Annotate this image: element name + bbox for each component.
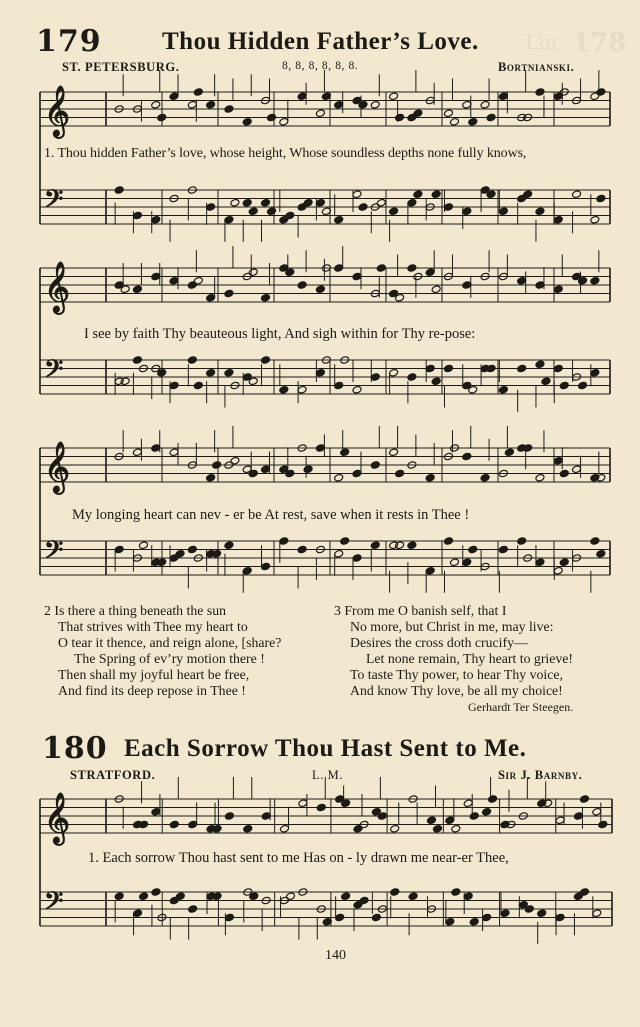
- verse-line: O tear it thence, and reign alone, [share?: [58, 635, 282, 650]
- note-head: [175, 892, 185, 901]
- note-head: [352, 190, 362, 199]
- note-head: [151, 100, 161, 109]
- note-head: [444, 364, 454, 373]
- note-head: [248, 268, 258, 277]
- note-head: [114, 281, 124, 290]
- note-head: [498, 92, 508, 101]
- note-head: [114, 892, 124, 901]
- note-head: [334, 473, 344, 482]
- note-head: [242, 198, 252, 207]
- note-head: [517, 276, 527, 285]
- note-head: [279, 385, 289, 394]
- note-head: [315, 368, 325, 377]
- note-head: [433, 824, 443, 833]
- note-head: [389, 368, 399, 377]
- hymn-179-title: Thou Hidden Father’s Love.: [162, 28, 479, 55]
- note-head: [413, 109, 423, 118]
- treble-clef-icon: 𝄞: [44, 85, 71, 137]
- note-head: [157, 113, 167, 122]
- note-head: [206, 473, 216, 482]
- note-head: [261, 562, 271, 571]
- note-head: [151, 444, 161, 453]
- note-head: [248, 469, 258, 478]
- note-head: [468, 117, 478, 126]
- note-head: [413, 190, 423, 199]
- verse-line: To taste Thy power, to hear Thy voice,: [350, 667, 563, 682]
- note-head: [279, 117, 289, 126]
- note-head: [407, 264, 417, 273]
- note-head: [303, 198, 313, 207]
- note-head: [553, 215, 563, 224]
- note-head: [224, 215, 234, 224]
- note-head: [553, 285, 563, 294]
- note-head: [224, 541, 234, 550]
- note-head: [517, 364, 527, 373]
- hymn-179-author: Gerhardt Ter Steegen.: [468, 700, 574, 714]
- note-head: [243, 824, 253, 833]
- note-head: [469, 917, 479, 926]
- note-head: [598, 820, 608, 829]
- hymn-180-tune-name: STRATFORD.: [70, 768, 156, 782]
- bass-clef-icon: 𝄢: [44, 535, 64, 571]
- note-head: [535, 281, 545, 290]
- note-head: [535, 207, 545, 216]
- note-head: [444, 109, 454, 118]
- note-head: [407, 198, 417, 207]
- note-head: [504, 448, 514, 457]
- hymn-180-lyric-line-1: 1. Each sorrow Thou hast sent to me Has on - ly drawn me near-er Thee,: [88, 850, 509, 866]
- note-head: [395, 113, 405, 122]
- note-head: [334, 264, 344, 273]
- note-head: [596, 549, 606, 558]
- note-head: [425, 473, 435, 482]
- note-head: [389, 207, 399, 216]
- note-head: [431, 190, 441, 199]
- note-head: [370, 100, 380, 109]
- note-head: [303, 465, 313, 474]
- bass-clef-icon: 𝄢: [44, 354, 64, 390]
- note-head: [242, 566, 252, 575]
- note-head: [463, 892, 473, 901]
- hymn-179-meter: 8, 8, 8, 8, 8, 8.: [282, 60, 359, 72]
- note-head: [592, 807, 602, 816]
- note-head: [559, 558, 569, 567]
- note-head: [445, 917, 455, 926]
- note-head: [482, 807, 492, 816]
- note-head: [463, 799, 473, 808]
- note-head: [537, 909, 547, 918]
- note-head: [498, 545, 508, 554]
- hymn-179-verse-3: [334, 603, 573, 699]
- note-head: [340, 448, 350, 457]
- hymn-179-verse-2: [44, 603, 281, 699]
- note-head: [151, 888, 161, 897]
- note-head: [206, 100, 216, 109]
- bleed-through-number: 178: [572, 28, 627, 58]
- note-head: [267, 113, 277, 122]
- note-head: [390, 888, 400, 897]
- note-head: [462, 100, 472, 109]
- note-head: [445, 816, 455, 825]
- note-head: [535, 558, 545, 567]
- note-head: [376, 264, 386, 273]
- hymn-179-number: 179: [36, 24, 102, 59]
- note-head: [590, 368, 600, 377]
- note-head: [224, 913, 234, 922]
- note-head: [114, 545, 124, 554]
- note-head: [579, 888, 589, 897]
- note-head: [224, 105, 234, 114]
- note-head: [187, 281, 197, 290]
- hymn-180-composer: Sir J. Barnby.: [498, 768, 583, 782]
- note-head: [157, 368, 167, 377]
- note-head: [133, 909, 143, 918]
- note-head: [408, 892, 418, 901]
- hymn-180-meter: L. M.: [312, 768, 344, 782]
- note-head: [188, 905, 198, 914]
- note-head: [488, 795, 498, 804]
- note-head: [267, 207, 277, 216]
- note-head: [535, 360, 545, 369]
- note-head: [286, 892, 296, 901]
- hymn-179-lyric-line-1: 1. Thou hidden Father’s love, whose height, Whose soundless depths none fully knows,: [44, 146, 527, 161]
- note-head: [451, 824, 461, 833]
- note-head: [224, 368, 234, 377]
- note-head: [425, 566, 435, 575]
- note-head: [553, 566, 563, 575]
- note-head: [579, 795, 589, 804]
- note-head: [462, 381, 472, 390]
- note-head: [517, 537, 527, 546]
- note-head: [578, 381, 588, 390]
- note-head: [285, 211, 295, 220]
- bleed-through-title: Lin: [525, 30, 558, 54]
- note-head: [206, 203, 216, 212]
- note-head: [132, 211, 142, 220]
- note-head: [462, 558, 472, 567]
- verse-line: No more, but Christ in me, may live:: [350, 619, 554, 634]
- note-head: [498, 207, 508, 216]
- note-head: [450, 117, 460, 126]
- note-head: [151, 807, 161, 816]
- verse-line: Desires the cross doth crucify—: [350, 635, 528, 650]
- note-head: [559, 469, 569, 478]
- note-head: [315, 109, 325, 118]
- note-head: [572, 190, 582, 199]
- note-head: [151, 272, 161, 281]
- note-head: [224, 812, 234, 821]
- note-head: [334, 549, 344, 558]
- note-head: [249, 892, 259, 901]
- note-head: [334, 100, 344, 109]
- note-head: [427, 816, 437, 825]
- note-head: [498, 385, 508, 394]
- note-head: [523, 190, 533, 199]
- note-head: [390, 824, 400, 833]
- note-head: [193, 381, 203, 390]
- note-head: [206, 368, 216, 377]
- hymn-179-lyric-line-2: I see by faith Thy beauteous light, And sigh within for Thy re-pose:: [84, 326, 476, 342]
- note-head: [297, 545, 307, 554]
- note-head: [553, 364, 563, 373]
- note-head: [370, 541, 380, 550]
- note-head: [352, 272, 362, 281]
- verse-line: 2 Is there a thing beneath the sun: [44, 603, 226, 618]
- note-head: [359, 896, 369, 905]
- verse-line: And know Thy love, be all my choice!: [350, 683, 563, 698]
- note-head: [395, 469, 405, 478]
- note-head: [297, 281, 307, 290]
- note-head: [572, 465, 582, 474]
- note-head: [482, 913, 492, 922]
- note-head: [462, 207, 472, 216]
- treble-clef-icon: 𝄞: [44, 441, 71, 493]
- hymn-179-composer: Bortnianski.: [498, 60, 575, 74]
- note-head: [335, 913, 345, 922]
- note-head: [187, 545, 197, 554]
- note-head: [592, 909, 602, 918]
- bass-clef-icon: 𝄢: [44, 184, 64, 220]
- note-head: [315, 285, 325, 294]
- note-head: [280, 824, 290, 833]
- bass-clef-icon: 𝄢: [44, 886, 64, 922]
- note-head: [169, 448, 179, 457]
- note-head: [341, 892, 351, 901]
- note-head: [590, 215, 600, 224]
- verse-line: 3 From me O banish self, that I: [334, 603, 507, 618]
- note-head: [114, 186, 124, 195]
- page-number: 140: [325, 948, 346, 963]
- note-head: [553, 92, 563, 101]
- treble-clef-icon: 𝄞: [44, 261, 71, 313]
- note-head: [230, 456, 240, 465]
- note-head: [138, 541, 148, 550]
- note-head: [389, 289, 399, 298]
- note-head: [450, 558, 460, 567]
- note-head: [486, 113, 496, 122]
- note-head: [242, 373, 252, 382]
- note-head: [559, 381, 569, 390]
- note-head: [169, 820, 179, 829]
- note-head: [187, 356, 197, 365]
- note-head: [590, 537, 600, 546]
- hymn-180-title: Each Sorrow Thou Hast Sent to Me.: [124, 735, 527, 762]
- note-head: [169, 381, 179, 390]
- note-head: [425, 364, 435, 373]
- note-head: [480, 473, 490, 482]
- note-head: [169, 92, 179, 101]
- note-head: [370, 373, 380, 382]
- note-head: [230, 198, 240, 207]
- note-head: [573, 812, 583, 821]
- note-head: [553, 456, 563, 465]
- note-head: [261, 356, 271, 365]
- note-head: [358, 203, 368, 212]
- note-head: [261, 198, 271, 207]
- note-head: [480, 100, 490, 109]
- note-head: [353, 824, 363, 833]
- note-head: [297, 385, 307, 394]
- note-head: [316, 803, 326, 812]
- verse-line: Let none remain, Thy heart to grieve!: [366, 651, 574, 666]
- note-head: [132, 448, 142, 457]
- note-head: [261, 465, 271, 474]
- note-head: [431, 377, 441, 386]
- hymn-179-tune-name: ST. PETERSBURG.: [62, 60, 180, 74]
- note-head: [193, 276, 203, 285]
- hymn-180-number: 180: [42, 731, 108, 766]
- note-head: [596, 194, 606, 203]
- verse-line: Then shall my joyful heart be free,: [58, 667, 250, 682]
- note-head: [370, 461, 380, 470]
- note-head: [139, 892, 149, 901]
- note-head: [555, 913, 565, 922]
- note-head: [389, 448, 399, 457]
- note-head: [407, 373, 417, 382]
- note-head: [431, 285, 441, 294]
- verse-line: And find its deep repose in Thee !: [58, 683, 246, 698]
- note-head: [469, 812, 479, 821]
- note-head: [151, 215, 161, 224]
- note-head: [132, 285, 142, 294]
- note-head: [500, 909, 510, 918]
- note-head: [169, 276, 179, 285]
- note-head: [340, 537, 350, 546]
- note-head: [334, 215, 344, 224]
- hymn-179-lyric-line-3: My longing heart can nev - er be At rest, save when it rests in Thee !: [72, 507, 470, 523]
- note-head: [334, 381, 344, 390]
- note-head: [212, 461, 222, 470]
- note-head: [242, 117, 252, 126]
- note-head: [132, 356, 142, 365]
- note-head: [206, 293, 216, 302]
- note-head: [376, 198, 386, 207]
- note-head: [462, 281, 472, 290]
- note-head: [279, 537, 289, 546]
- note-head: [187, 100, 197, 109]
- note-head: [389, 92, 399, 101]
- note-head: [590, 276, 600, 285]
- note-head: [541, 377, 551, 386]
- note-head: [193, 88, 203, 97]
- note-head: [444, 203, 454, 212]
- note-head: [297, 92, 307, 101]
- note-head: [248, 207, 258, 216]
- note-head: [425, 268, 435, 277]
- note-head: [315, 198, 325, 207]
- note-head: [352, 385, 362, 394]
- note-head: [535, 88, 545, 97]
- note-head: [371, 913, 381, 922]
- note-head: [444, 537, 454, 546]
- note-head: [188, 820, 198, 829]
- note-head: [535, 473, 545, 482]
- verse-line: The Spring of ev’ry motion there !: [74, 651, 265, 666]
- treble-clef-icon: 𝄞: [44, 792, 71, 844]
- note-head: [407, 541, 417, 550]
- note-head: [261, 812, 271, 821]
- note-head: [596, 88, 606, 97]
- note-head: [315, 444, 325, 453]
- note-head: [555, 816, 565, 825]
- note-head: [298, 799, 308, 808]
- note-head: [224, 289, 234, 298]
- note-head: [261, 293, 271, 302]
- note-head: [462, 452, 472, 461]
- note-head: [352, 469, 362, 478]
- verse-line: That strives with Thee my heart to: [58, 619, 248, 634]
- note-head: [451, 888, 461, 897]
- note-head: [175, 549, 185, 558]
- note-head: [468, 545, 478, 554]
- note-head: [352, 554, 362, 563]
